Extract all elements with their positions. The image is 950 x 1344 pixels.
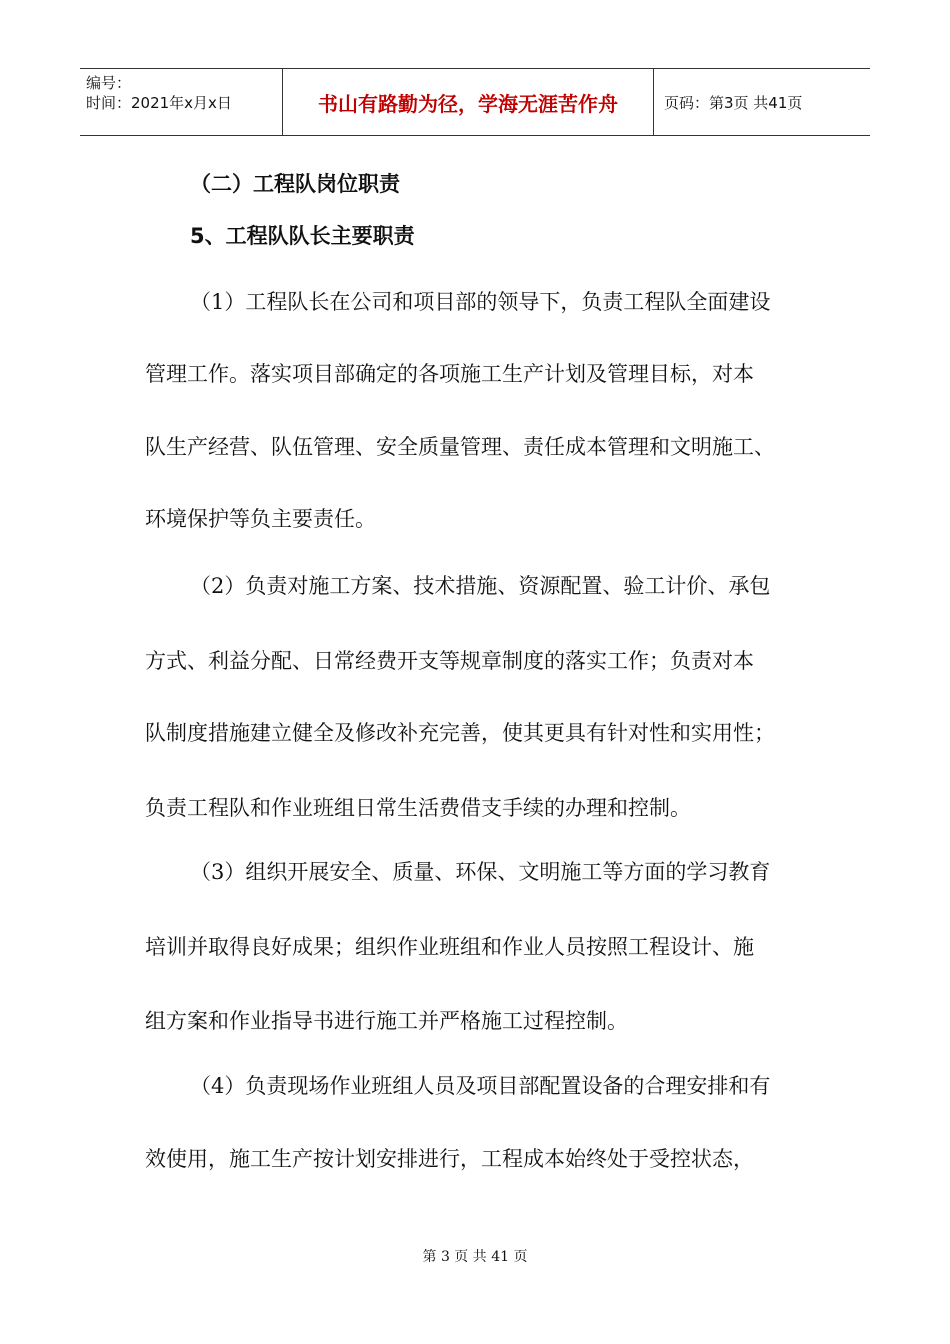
body-line: 环境保护等负主要责任。 bbox=[145, 507, 376, 531]
number-label: 编号： bbox=[86, 74, 132, 92]
body-line: （2）负责对施工方案、技术措施、资源配置、验工计价、承包 bbox=[190, 574, 771, 598]
body-line: （4）负责现场作业班组人员及项目部配置设备的合理安排和有 bbox=[190, 1074, 771, 1098]
header-motto: 书山有路勤为径，学海无涯苦作舟 bbox=[282, 69, 654, 135]
body-line: 队制度措施建立健全及修改补充完善，使其更具有针对性和实用性； bbox=[145, 721, 775, 745]
page-header bbox=[80, 68, 870, 136]
body-line: （1）工程队长在公司和项目部的领导下，负责工程队全面建设 bbox=[190, 290, 771, 314]
body-line: 管理工作。落实项目部确定的各项施工生产计划及管理目标，对本 bbox=[145, 362, 754, 386]
page-footer: 第 3 页 共 41 页 bbox=[422, 1249, 528, 1265]
time-label: 时间：2021年x月x日 bbox=[86, 94, 232, 112]
header-page-info: 页码：第3页 共41页 bbox=[664, 93, 803, 112]
body-line: 负责工程队和作业班组日常生活费借支手续的办理和控制。 bbox=[145, 796, 691, 820]
body-line: 队生产经营、队伍管理、安全质量管理、责任成本管理和文明施工、 bbox=[145, 435, 775, 459]
header-meta bbox=[80, 69, 282, 135]
subsection-title: 5、工程队队长主要职责 bbox=[190, 224, 415, 248]
body-line: （3）组织开展安全、质量、环保、文明施工等方面的学习教育 bbox=[190, 860, 771, 884]
section-title: （二）工程队岗位职责 bbox=[190, 172, 400, 196]
body-line: 效使用，施工生产按计划安排进行，工程成本始终处于受控状态， bbox=[145, 1147, 754, 1171]
body-line: 方式、利益分配、日常经费开支等规章制度的落实工作；负责对本 bbox=[145, 649, 754, 673]
body-line: 培训并取得良好成果；组织作业班组和作业人员按照工程设计、施 bbox=[145, 935, 754, 959]
body-line: 组方案和作业指导书进行施工并严格施工过程控制。 bbox=[145, 1009, 628, 1033]
